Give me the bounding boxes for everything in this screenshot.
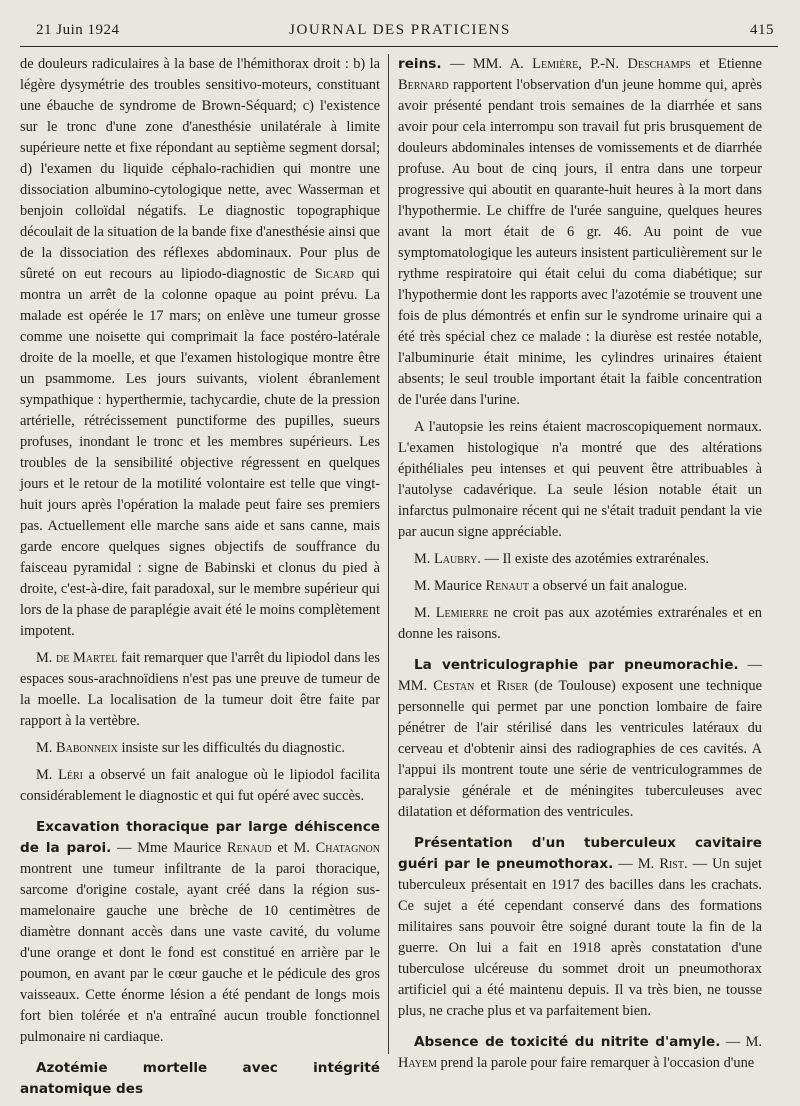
section-heading: Azotémie mortelle avec intégrité anatomique des <box>20 1060 380 1097</box>
header-date: 21 Juin 1924 <box>36 22 120 38</box>
paragraph: M. de Martel fait remarquer que l'arrêt du lipiodol dans les espaces sous-arachnoïdiens n'est pas une preuve de tumeur de la moelle. La localisation de la tumeur doit être faite par rapport à la vertèbre. <box>20 650 380 729</box>
section-heading: La ventriculographie par pneumorachie. <box>414 657 739 673</box>
section-excavation-thoracique: Excavation thoracique par large déhiscence de la paroi. — Mme Maurice Renaud et M. Chatagnon montrent une tumeur infiltrante de la paroi thoracique, sarcome d'origine costale, ayant créé dans la région sus-mamelonaire gauche une brèche de 10 centimètres de diamètre donnant accès dans une vaste cavité, du volume d'une orange et dont le fond est constitué en arrière par le poumon, en avant par le cœur gauche et le pédicule des gros vaisseaux. Cette énorme lésion a été pendant de longs mois fort bien tolérée et n'a entraîné aucun trouble fonctionnel pulmonaire ni cardiaque. <box>20 819 380 1045</box>
section-nitrite-amyle: Absence de toxicité du nitrite d'amyle. — M. Hayem prend la parole pour faire remarquer à l'occasion d'une <box>398 1034 762 1071</box>
section-tuberculeux: Présentation d'un tuberculeux cavitaire guéri par le pneumothorax. — M. Rist. — Un sujet tuberculeux présentait en 1917 des bacilles dans les crachats. Ce sujet a été cependant conservé dans des formations militaires sans pouvoir être soigné durant toute la fin de la guerre. On lui a fait en 1918 après constatation d'une tuberculose ulcéreuse du sommet droit un pneumothorax artificiel qui a été maintenu depuis. Il va très bien, ne tousse plus, ne crache plus et va parfaitement bien. <box>398 835 762 1019</box>
paragraph: M. Lemierre ne croit pas aux azotémies extrarénales et en donne les raisons. <box>398 605 763 642</box>
section-ventriculographie: La ventriculographie par pneumorachie. — MM. Cestan et Riser (de Toulouse) exposent une technique personnelle qui permet par une ponction lombaire de faire pénétrer de l'air stérilisé dans les ventricules latéraux du cerveau et d'obtenir ainsi des radiographies de ces cavités. A l'appui ils montrent toute une série de ventriculogrammes de paralysie générale et de méningites tuberculeuses avec dilatation et déformation des ventricules. <box>398 657 762 820</box>
header-rule <box>20 46 778 47</box>
section-azotemie-heading <box>20 1058 380 1100</box>
column-divider <box>388 54 389 1054</box>
section-heading: Absence de toxicité du nitrite d'amyle. <box>414 1034 721 1050</box>
paragraph: A l'autopsie les reins étaient macroscopiquement normaux. L'examen histologique n'a montré que des altérations épithéliales peu intenses et qui peuvent être attribuables à l'autolyse cadavérique. La seule lésion notable était un infarctus pulmonaire récent qui ne s'était traduit pendant la vie par aucun signe appréciable. <box>398 419 762 540</box>
paragraph: M. Babonneix insiste sur les difficultés du diagnostic. <box>36 740 346 756</box>
header-journal-title: JOURNAL DES PRATICIENS <box>289 22 511 38</box>
section-azotemie: reins. — MM. A. Lemière, P.-N. Deschamps et Etienne Bernard rapportent l'observation d'un jeune homme qui, après avoir présenté pendant trois semaines de la diarrhée et sans avoir pour cela interrompu son travail fut pris brusquement de douleurs abdominales intenses de vomissements et de diarrhée profuse. Au bout de cinq jours, il entra dans une torpeur progressive qui aboutit en quarante-huit heures à la mort dans l'hypothermie. Le chiffre de l'urée sanguine, quelques heures avant la mort était de 6 gr. 46. Au point de vue symptomatologique les auteurs insistent particulièrement sur le rythme respiratoire qui était celui du coma diabétique; sur l'hypothermie dont les rapports avec l'azotémie se trouvent une fois de plus démontrés et enfin sur le syndrome urinaire qui a été très spécial chez ce malade : la diurèse est restée notable, l'albuminurie était minime, les cylindres urinaires étaient absents; le seul trouble important était la faible concentration de l'urée dans l'urine. <box>398 56 762 408</box>
section-heading: Présentation d'un tuberculeux cavitaire guéri par le pneumothorax. <box>398 835 762 872</box>
paragraph: M. Maurice Renaut a observé un fait analogue. <box>414 578 688 594</box>
paragraph: M. Laubry. — Il existe des azotémies extrarénales. <box>414 551 710 567</box>
left-column <box>20 54 380 1106</box>
section-heading: Excavation thoracique par large déhiscence de la paroi. <box>20 819 380 856</box>
paragraph: de douleurs radiculaires à la base de l'hémithorax droit : b) la légère dysymétrie des troubles sensitivo-moteurs, constituant une ébauche de syndrome de Brown-Séquard; c) l'existence sur le tronc d'une zone d'anesthésie unilatérale à limite supérieure nette et fixe répondant au septième segment dorsal; d) l'examen du liquide céphalo-rachidien qui montre une dissociation albumino-cytologique nette, avec Wasserman et benjoin colloïdal négatifs. Le diagnostic topographique découlait de la situation de la bande fixe d'anesthésie ainsi que de la dissociation des réflexes abdominaux. Pour plus de sûreté on eut recours au lipiodo-diagnostic de Sicard qui montra un arrêt de la colonne opaque au point prévu. La malade est opérée le 17 mars; on enlève une tumeur grosse comme une noisette qui comprimait la face postéro-latérale droite de la moelle, et que l'examen histologique montre être un psammome. Les jours suivants, violent ébranlement sympathique : hyperthermie, tachycardie, chute de la pression artérielle, rétrécissement punctiforme des pupilles, sueurs profuses, inondant le tronc et les membres supérieurs. Les troubles de la sensibilité objective régressent en quelques jours et le retour de la motilité volontaire est telle que vingt-huit jours après l'opération la malade peut faire ses premiers pas. Actuellement elle marche sans aide et sans canne, mais garde encore quelques signes objectifs de souffrance du faisceau pyramidal : signe de Babinski et clonus du pied à droite, c'est-à-dire, fait paradoxal, sur le membre supérieur qui lors de la phase de paraplégie avait été le moins complètement impotent. <box>20 56 380 639</box>
right-column <box>398 54 762 1080</box>
page-header <box>0 18 800 44</box>
header-page-number: 415 <box>750 22 774 38</box>
paragraph: M. Léri a observé un fait analogue où le lipiodol facilita considérablement le diagnostic et qui fut opéré avec succès. <box>20 767 380 804</box>
